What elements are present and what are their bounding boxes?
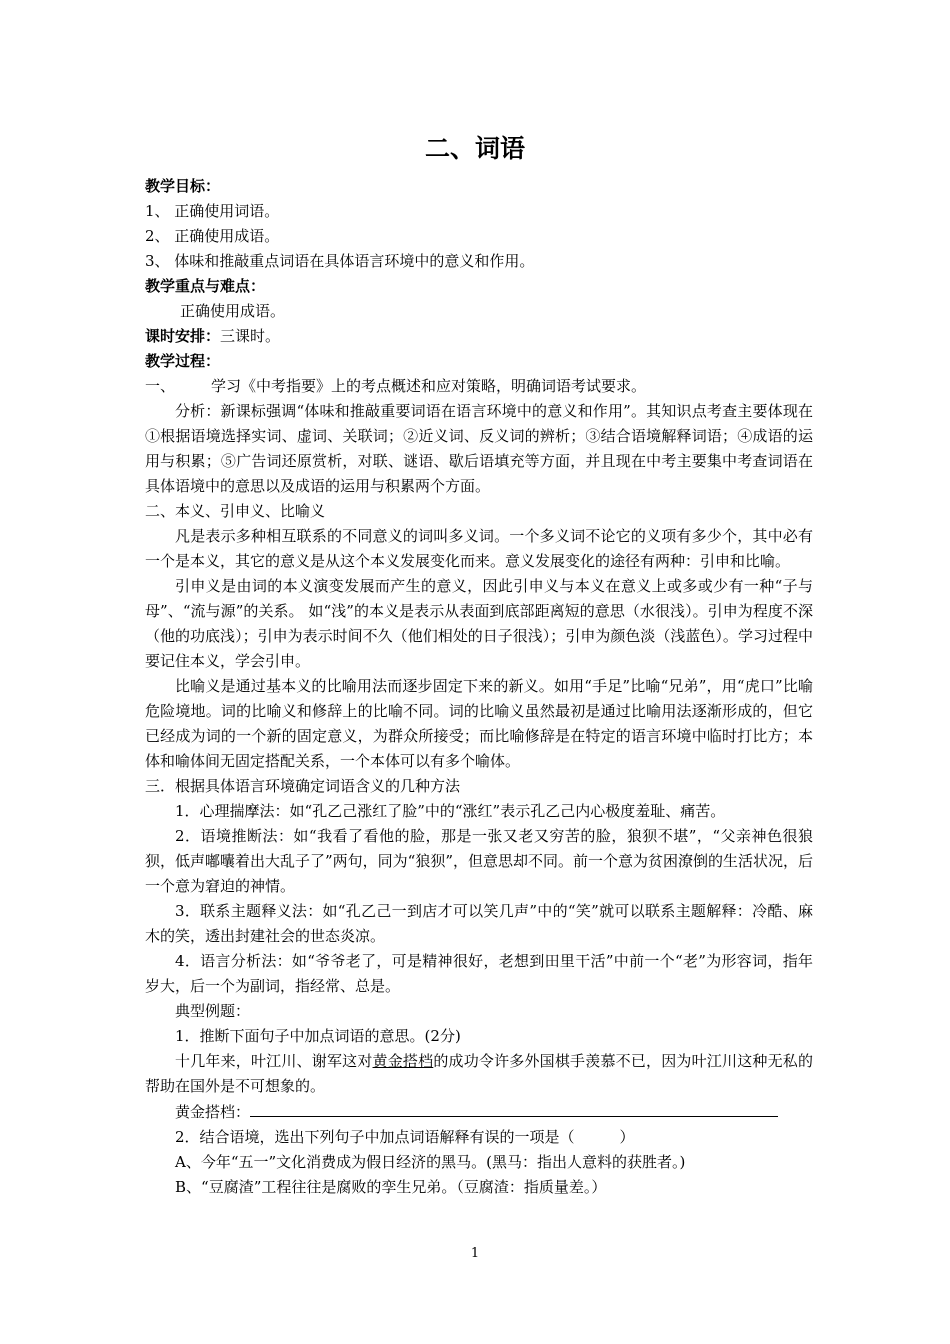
objective-item: 2、 正确使用成语。 — [145, 227, 280, 245]
section-one-text: 学习《中考指要》上的考点概述和应对策略，明确词语考试要求。 — [211, 377, 647, 395]
underlined-term: 黄金搭档 — [372, 1052, 434, 1070]
question-one-sentence — [145, 1049, 813, 1099]
method-item: 3．联系主题释义法：如“孔乙己一到店才可以笑几声”中的“笑”就可以联系主题解释：冷酷、麻木的笑，透出封建社会的世态炎凉。 — [145, 902, 813, 945]
objective-item: 3、 体味和推敲重点词语在具体语言环境中的意义和作用。 — [145, 252, 535, 270]
option-b: B、“豆腐渣”工程往往是腐败的孪生兄弟。（豆腐渣：指质量差。） — [175, 1178, 607, 1196]
objective-item: 1、 正确使用词语。 — [145, 202, 280, 220]
section-two-paragraph: 比喻义是通过基本义的比喻用法而逐步固定下来的新义。如用“手足”比喻“兄弟”，用“虎口”比喻危险境地。词的比喻义和修辞上的比喻不同。词的比喻义虽然最初是通过比喻用法逐渐形成的，但它已经成为词的一个新的固定意义，为群众所接受；而比喻修辞是在特定的语言环境中临时打比方；本体和喻体间无固定搭配关系，一个本体可以有多个喻体。 — [145, 677, 813, 770]
examples-heading: 典型例题： — [175, 1002, 251, 1020]
option-a: A、今年“五一”文化消费成为假日经济的黑马。(黑马：指出人意料的获胜者。) — [175, 1153, 686, 1171]
question-two: 2．结合语境，选出下列句子中加点词语解释有误的一项是（ ） — [175, 1128, 635, 1146]
question-one: 1．推断下面句子中加点词语的意思。(2分) — [175, 1027, 461, 1045]
sentence-text: 的成功令许多外国棋手羡慕不已，因为叶江川这种无私的帮助在国外是不可想象的。 — [145, 1052, 813, 1095]
page-title: 二、词语 — [424, 134, 525, 163]
section-two-heading: 二、本义、引申义、比喻义 — [145, 502, 326, 520]
section-one-analysis: 分析：新课标强调“体味和推敲重要词语在语言环境中的意义和作用”。其知识点考查主要体现在①根据语境选择实词、虚词、关联词；②近义词、反义词的辨析；③结合语境解释词语；④成语的运用与积累；⑤广告词还原赏析，对联、谜语、歇后语填充等方面，并且现在中考主要集中考查词语在具体语境中的意思以及成语的运用与积累两个方面。 — [145, 402, 813, 495]
document-body — [145, 174, 813, 1200]
focus-text: 正确使用成语。 — [180, 302, 286, 320]
section-two-paragraph: 凡是表示多种相互联系的不同意义的词叫多义词。一个多义词不论它的义项有多少个，其中必有一个是本义，其它的意义是从这个本义发展变化而来。意义发展变化的途径有两种：引申和比喻。 — [145, 527, 813, 570]
page-number: 1 — [470, 1246, 480, 1261]
answer-line — [145, 1099, 813, 1125]
method-item: 1．心理揣摩法：如“孔乙己涨红了脸”中的“涨红”表示孔乙己内心极度羞耻、痛苦。 — [175, 802, 726, 820]
method-item: 4．语言分析法：如“爷爷老了，可是精神很好，老想到田里干活”中前一个“老”为形容词，指年岁大，后一个为副词，指经常、总是。 — [145, 952, 813, 995]
schedule-line — [145, 324, 813, 349]
answer-blank[interactable] — [250, 1099, 778, 1117]
schedule-value: 三课时。 — [220, 327, 281, 345]
focus-heading: 教学重点与难点： — [145, 277, 266, 295]
section-one-number: 一、 — [145, 377, 176, 395]
process-heading: 教学过程： — [145, 352, 221, 370]
objectives-heading: 教学目标： — [145, 177, 221, 195]
sentence-text: 十几年来，叶江川、谢军这对 — [175, 1052, 373, 1070]
method-item: 2．语境推断法：如“我看了看他的脸，那是一张又老又穷苦的脸，狼狈不堪”，“父亲神色很狼狈，低声嘟囔着出大乱子了”两句，同为“狼狈”，但意思却不同。前一个意为贫困潦倒的生活状况，后一个意为窘迫的神情。 — [145, 827, 814, 895]
section-three-heading: 三．根据具体语言环境确定词语含义的几种方法 — [145, 777, 461, 795]
section-two-paragraph: 引申义是由词的本义演变发展而产生的意义，因此引申义与本义在意义上或多或少有一种“子与母”、“流与源”的关系。 如“浅”的本义是表示从表面到底部距离短的意思（水很浅）。引申为程度不深（他的功底浅）；引申为表示时间不久（他们相处的日子很浅）；引申为颜色淡（浅蓝色）。学习过程中要记住本义，学会引申。 — [145, 577, 813, 670]
section-one — [145, 374, 813, 399]
answer-label: 黄金搭档： — [175, 1103, 251, 1121]
schedule-label: 课时安排： — [145, 327, 221, 345]
